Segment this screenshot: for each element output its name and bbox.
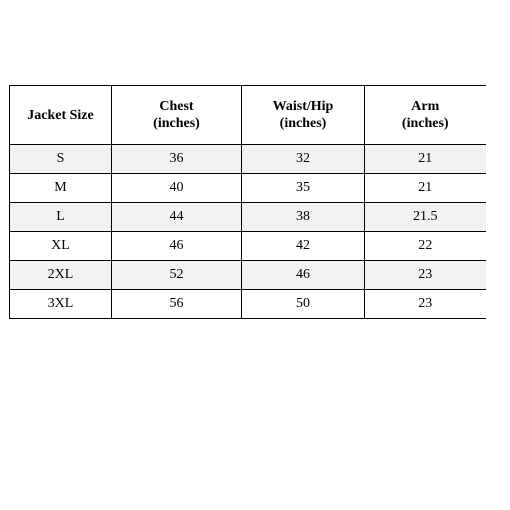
cell-arm: 21 (365, 174, 486, 203)
table-row (10, 174, 486, 203)
cell-size: S (10, 145, 112, 174)
cell-arm: 21 (365, 145, 486, 174)
header-arm-unit: (inches) (401, 116, 449, 131)
cell-chest: 46 (112, 232, 242, 261)
cell-arm: 23 (365, 290, 486, 319)
cell-size: 2XL (10, 261, 112, 290)
cell-size: XL (10, 232, 112, 261)
cell-arm: 23 (365, 261, 486, 290)
table-row (10, 290, 486, 319)
cell-waist-hip: 46 (242, 261, 365, 290)
cell-waist-hip: 38 (242, 203, 365, 232)
header-jacket-size (10, 86, 112, 145)
header-jacket-size-label: Jacket Size (27, 107, 94, 123)
cell-arm: 21.5 (365, 203, 486, 232)
table-header (10, 86, 486, 145)
table-body (10, 145, 486, 319)
jacket-size-table (9, 85, 486, 319)
cell-chest: 56 (112, 290, 242, 319)
cell-waist-hip: 42 (242, 232, 365, 261)
header-waist-hip-unit: (inches) (279, 116, 327, 131)
header-waist-hip-label: Waist/Hip (272, 99, 334, 114)
cell-size: M (10, 174, 112, 203)
header-arm-label: Arm (411, 99, 440, 114)
cell-size: 3XL (10, 290, 112, 319)
table-row (10, 203, 486, 232)
header-chest-label: Chest (159, 99, 194, 114)
cell-chest: 40 (112, 174, 242, 203)
cell-chest: 44 (112, 203, 242, 232)
cell-arm: 22 (365, 232, 486, 261)
cell-waist-hip: 35 (242, 174, 365, 203)
table-row (10, 261, 486, 290)
cell-waist-hip: 32 (242, 145, 365, 174)
cell-waist-hip: 50 (242, 290, 365, 319)
table-row (10, 232, 486, 261)
cell-chest: 52 (112, 261, 242, 290)
cell-size: L (10, 203, 112, 232)
header-waist-hip (242, 86, 365, 145)
table-row (10, 145, 486, 174)
cell-chest: 36 (112, 145, 242, 174)
header-chest (112, 86, 242, 145)
header-row (10, 86, 486, 145)
header-arm (365, 86, 486, 145)
header-chest-unit: (inches) (153, 116, 200, 131)
